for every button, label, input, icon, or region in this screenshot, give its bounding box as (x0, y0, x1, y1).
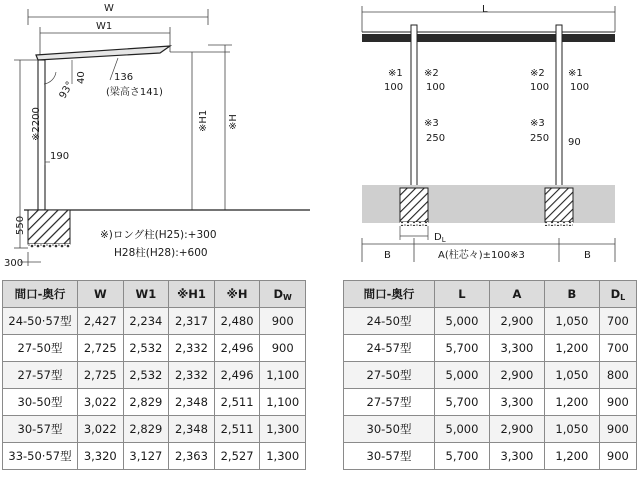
beam-height-label: (梁高さ141) (106, 87, 163, 98)
table-row (344, 416, 637, 443)
table-cell: 3,300 (489, 443, 544, 470)
dim-2200-label: ※2200 (31, 107, 42, 141)
table-header-cell: W1 (123, 281, 169, 308)
note2-right-value: 100 (530, 82, 550, 93)
table-row (3, 362, 306, 389)
table-cell: 1,200 (544, 443, 599, 470)
table-cell: 3,320 (78, 443, 124, 470)
table-cell: 3,300 (489, 335, 544, 362)
dim-H-label: ※H (228, 114, 239, 130)
table-header-cell: $D_L$ (599, 281, 636, 308)
table-cell: 27-57型 (344, 389, 435, 416)
dim-B-left-label: B (384, 250, 391, 261)
table-row (3, 308, 306, 335)
table-header-row (344, 281, 637, 308)
table-cell: 5,000 (435, 416, 490, 443)
table-cell: 5,000 (435, 308, 490, 335)
foundation (28, 210, 70, 244)
table-cell: 30-57型 (344, 443, 435, 470)
table-cell: 2,480 (214, 308, 260, 335)
table-cell: 5,700 (435, 389, 490, 416)
table-cell: 2,511 (214, 416, 260, 443)
table-cell: 5,000 (435, 362, 490, 389)
table-row (3, 389, 306, 416)
table-cell: 1,100 (260, 389, 306, 416)
note2-left-value: 100 (426, 82, 446, 93)
note-h28-post: H28柱(H28):+600 (114, 247, 208, 259)
table-header-row (3, 281, 306, 308)
table-cell: 2,363 (169, 443, 215, 470)
note3-left-value: 250 (426, 133, 446, 144)
table-cell: 2,527 (214, 443, 260, 470)
table-cell: 27-50型 (344, 362, 435, 389)
table-cell: 2,532 (123, 335, 169, 362)
table-cell: 1,050 (544, 362, 599, 389)
table-cell: 24-50型 (344, 308, 435, 335)
table-row (3, 443, 306, 470)
table-header-cell: ※H (214, 281, 260, 308)
angle-label: 93° (57, 79, 76, 101)
table-cell: 2,829 (123, 416, 169, 443)
dim-L-label: L (482, 4, 488, 15)
table-cell: 900 (599, 389, 636, 416)
table-cell: 2,348 (169, 416, 215, 443)
table-cell: 2,496 (214, 335, 260, 362)
note1-left-value: 100 (384, 82, 404, 93)
foundation-right (545, 188, 573, 222)
roof-panel (36, 46, 170, 60)
table-cell: 30-50型 (344, 416, 435, 443)
table-header-cell: A (489, 281, 544, 308)
table-cell: 1,050 (544, 416, 599, 443)
table-row (3, 416, 306, 443)
table-cell: 1,200 (544, 389, 599, 416)
spec-table-left (2, 280, 306, 470)
table-cell: 30-57型 (3, 416, 78, 443)
table-cell: 1,100 (260, 362, 306, 389)
table-cell: 2,900 (489, 362, 544, 389)
dim-90-label: 90 (568, 137, 581, 148)
side-elevation-diagram (0, 0, 320, 272)
dim-40-label: 40 (76, 71, 87, 84)
dim-A-label: A(柱芯々)±100※3 (438, 250, 525, 261)
table-header-cell: 間口-奥行 (344, 281, 435, 308)
note1-right: ※1 (568, 68, 583, 79)
table-cell: 800 (599, 362, 636, 389)
table-cell: 27-50型 (3, 335, 78, 362)
table-cell: 2,900 (489, 308, 544, 335)
table-cell: 24-50·57型 (3, 308, 78, 335)
table-cell: 2,725 (78, 335, 124, 362)
table-cell: 900 (599, 416, 636, 443)
table-cell: 900 (599, 443, 636, 470)
dim-W-label: W (104, 3, 114, 14)
table-cell: 24-57型 (344, 335, 435, 362)
table-cell: 900 (260, 335, 306, 362)
table-header-cell: ※H1 (169, 281, 215, 308)
table-cell: 700 (599, 308, 636, 335)
dim-H1-label: ※H1 (198, 109, 209, 132)
dim-W1-label: W1 (96, 21, 113, 32)
gravel-right (545, 222, 573, 226)
table-row (344, 308, 637, 335)
table-cell: 5,700 (435, 443, 490, 470)
table-row (344, 443, 637, 470)
table-cell: 900 (260, 308, 306, 335)
note1-right-value: 100 (570, 82, 590, 93)
front-elevation-diagram (340, 0, 640, 272)
note2-left: ※2 (424, 68, 439, 79)
table-cell: 1,300 (260, 416, 306, 443)
table-row (3, 335, 306, 362)
table-cell: 1,050 (544, 308, 599, 335)
note3-right-value: 250 (530, 133, 550, 144)
table-cell: 700 (599, 335, 636, 362)
gravel-left (400, 222, 428, 226)
dim-300-label: 300 (4, 258, 24, 269)
table-cell: 3,127 (123, 443, 169, 470)
table-cell: 33-50·57型 (3, 443, 78, 470)
table-cell: 2,332 (169, 335, 215, 362)
table-cell: 2,332 (169, 362, 215, 389)
table-cell: 2,234 (123, 308, 169, 335)
note2-right: ※2 (530, 68, 545, 79)
dim-DL-label: $D_L$ (434, 232, 446, 244)
table-cell: 2,900 (489, 416, 544, 443)
foundation-left (400, 188, 428, 222)
dim-190-label: 190 (50, 151, 70, 162)
note-long-post: ※)ロング柱(H25):+300 (100, 229, 217, 241)
table-header-cell: 間口-奥行 (3, 281, 78, 308)
table-header-cell: $D_W$ (260, 281, 306, 308)
table-cell: 3,022 (78, 416, 124, 443)
table-cell: 2,496 (214, 362, 260, 389)
table-header-cell: L (435, 281, 490, 308)
spec-table-right (343, 280, 637, 470)
table-cell: 2,829 (123, 389, 169, 416)
table-cell: 2,348 (169, 389, 215, 416)
dim-136-label: 136 (114, 72, 134, 83)
table-cell: 5,700 (435, 335, 490, 362)
table-header-cell: W (78, 281, 124, 308)
table-row (344, 335, 637, 362)
table-row (344, 362, 637, 389)
table-cell: 2,427 (78, 308, 124, 335)
table-cell: 2,725 (78, 362, 124, 389)
dim-550-label: 550 (15, 215, 26, 235)
roof-beam (362, 34, 615, 42)
table-cell: 30-50型 (3, 389, 78, 416)
table-cell: 2,317 (169, 308, 215, 335)
note1-left: ※1 (388, 68, 403, 79)
gravel-base (28, 244, 70, 248)
table-cell: 3,022 (78, 389, 124, 416)
table-cell: 2,532 (123, 362, 169, 389)
table-cell: 27-57型 (3, 362, 78, 389)
note3-right: ※3 (530, 118, 545, 129)
table-cell: 2,511 (214, 389, 260, 416)
table-cell: 1,200 (544, 335, 599, 362)
dim-B-right-label: B (584, 250, 591, 261)
table-cell: 1,300 (260, 443, 306, 470)
table-cell: 3,300 (489, 389, 544, 416)
table-header-cell: B (544, 281, 599, 308)
table-row (344, 389, 637, 416)
note3-left: ※3 (424, 118, 439, 129)
